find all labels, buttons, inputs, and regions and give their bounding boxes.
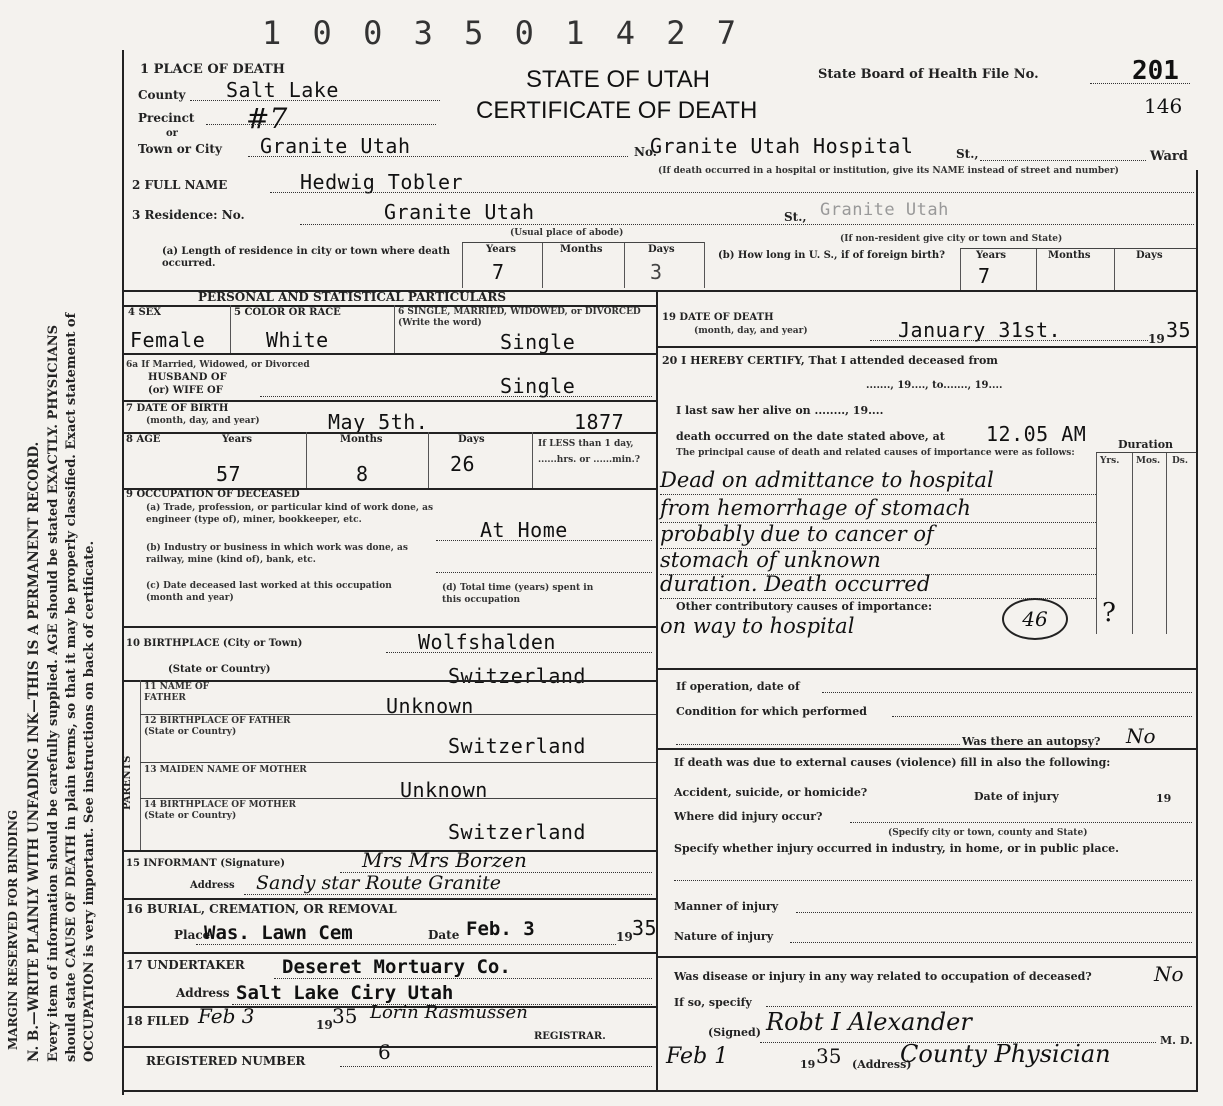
certificate-serial-number: 1 0 0 3 5 0 1 4 2 7 — [262, 14, 743, 52]
county-label: County — [138, 88, 186, 102]
age-months-value: 8 — [356, 462, 369, 486]
age-days-value: 26 — [450, 452, 476, 476]
hospital-value: Granite Utah Hospital — [650, 134, 914, 158]
date-of-death-value: January 31st. — [898, 318, 1062, 342]
burial-place-value: Was. Lawn Cem — [204, 922, 353, 944]
physician-address-value: County Physician — [900, 1040, 1111, 1068]
right-border — [1196, 170, 1198, 1090]
cause-line-1: Dead on admittance to hospital — [660, 468, 994, 492]
undertaker-value: Deseret Mortuary Co. — [282, 956, 511, 978]
full-name-label: 2 FULL NAME — [132, 178, 228, 192]
death-time-value: 12.05 AM — [986, 422, 1087, 446]
undertaker-address-value: Salt Lake Ciry Utah — [236, 982, 454, 1004]
certificate-title: CERTIFICATE OF DEATH — [476, 97, 758, 124]
dob-value: May 5th. — [328, 410, 429, 434]
residence-years-value: 7 — [492, 260, 505, 284]
precinct-label: Precinct — [138, 111, 195, 125]
color-value: White — [266, 328, 329, 352]
registrar-signature: Lorin Rasmussen — [370, 1002, 528, 1023]
cause-line-2: from hemorrhage of stomach — [660, 496, 971, 520]
sign-year-value: 35 — [816, 1044, 842, 1068]
occupation-related-value: No — [1154, 962, 1184, 986]
town-value: Granite Utah — [260, 134, 411, 158]
other-causes-value: on way to hospital — [660, 614, 855, 638]
residence-label: 3 Residence: No. — [132, 208, 245, 222]
birthplace-city-value: Wolfshalden — [418, 630, 556, 654]
informant-signature: Mrs Mrs Borzen — [362, 848, 527, 872]
father-birthplace-value: Switzerland — [448, 734, 586, 758]
date-of-death-year: 35 — [1166, 318, 1192, 342]
duration-question-mark: ? — [1102, 598, 1116, 628]
informant-address: Sandy star Route Granite — [256, 872, 502, 894]
filed-date-value: Feb 3 — [198, 1004, 255, 1028]
bottom-border — [122, 1090, 1198, 1092]
mother-name-value: Unknown — [400, 778, 488, 802]
father-name-value: Unknown — [386, 694, 474, 718]
burial-date-value: Feb. 3 — [466, 918, 535, 940]
precinct-value: #7 — [246, 102, 288, 135]
town-label: Town or City — [138, 142, 222, 156]
full-name-value: Hedwig Tobler — [300, 170, 464, 194]
autopsy-value: No — [1126, 724, 1156, 748]
margin-binding-note: MARGIN RESERVED FOR BINDING — [6, 809, 20, 1050]
personal-heading: PERSONAL AND STATISTICAL PARTICULARS — [198, 290, 507, 304]
dob-year-value: 1877 — [574, 410, 625, 434]
column-divider — [656, 290, 658, 1090]
marital-value: Single — [500, 330, 576, 354]
hospital-note: (If death occurred in a hospital or institution, give its NAME instead of street and number) — [658, 166, 1119, 176]
time-in-us-label: (b) How long in U. S., if of foreign birth? — [718, 250, 945, 261]
registered-number-value: 6 — [378, 1040, 391, 1064]
state-title: STATE OF UTAH — [526, 66, 710, 93]
sex-value: Female — [130, 328, 206, 352]
birthplace-country-value: Switzerland — [448, 664, 586, 688]
physician-signature: Robt I Alexander — [766, 1008, 972, 1036]
mother-birthplace-value: Switzerland — [448, 820, 586, 844]
margin-instructions-line3: OCCUPATION is very important. See instructions on back of certificate. — [82, 540, 97, 1062]
us-years-value: 7 — [978, 264, 991, 288]
age-years-value: 57 — [216, 462, 242, 486]
spouse-value: Single — [500, 374, 576, 398]
margin-instructions-line2: should state CAUSE OF DEATH in plain terms, so that it may be properly classified. Exact statement of — [64, 312, 79, 1062]
filed-year-value: 35 — [332, 1004, 358, 1028]
certify-statement: 20 I HEREBY CERTIFY, That I attended deceased from — [662, 354, 998, 367]
cause-line-4: stomach of unknown — [660, 548, 881, 572]
cause-line-3: probably due to cancer of — [660, 522, 934, 546]
county-value: Salt Lake — [226, 78, 339, 102]
circled-code: 46 — [1002, 598, 1068, 640]
left-border — [122, 50, 124, 1095]
occupation-value: At Home — [480, 518, 568, 542]
margin-ink-note: N. B.—WRITE PLAINLY WITH UNFADING INK—THIS IS A PERMANENT RECORD. — [26, 441, 42, 1062]
sign-date-value: Feb 1 — [666, 1044, 729, 1069]
residence-street-value: Granite Utah — [820, 200, 949, 220]
residence-days-value: 3 — [650, 260, 663, 284]
burial-year-value: 35 — [632, 916, 658, 940]
place-of-death-heading: 1 PLACE OF DEATH — [140, 62, 285, 77]
cause-line-5: duration. Death occurred — [660, 572, 931, 596]
length-residence-label: (a) Length of residence in city or town where death occurred. — [162, 246, 451, 269]
parents-label: PARENTS — [122, 755, 133, 810]
file-no-value: 201 — [1132, 56, 1179, 86]
file-no-label: State Board of Health File No. — [818, 67, 1039, 82]
file-no-handwritten: 146 — [1144, 94, 1183, 118]
residence-value: Granite Utah — [384, 200, 535, 224]
margin-instructions-line1: Every item of information should be carefully supplied. AGE should be stated EXACTLY. PHYSICIANS — [46, 324, 61, 1062]
